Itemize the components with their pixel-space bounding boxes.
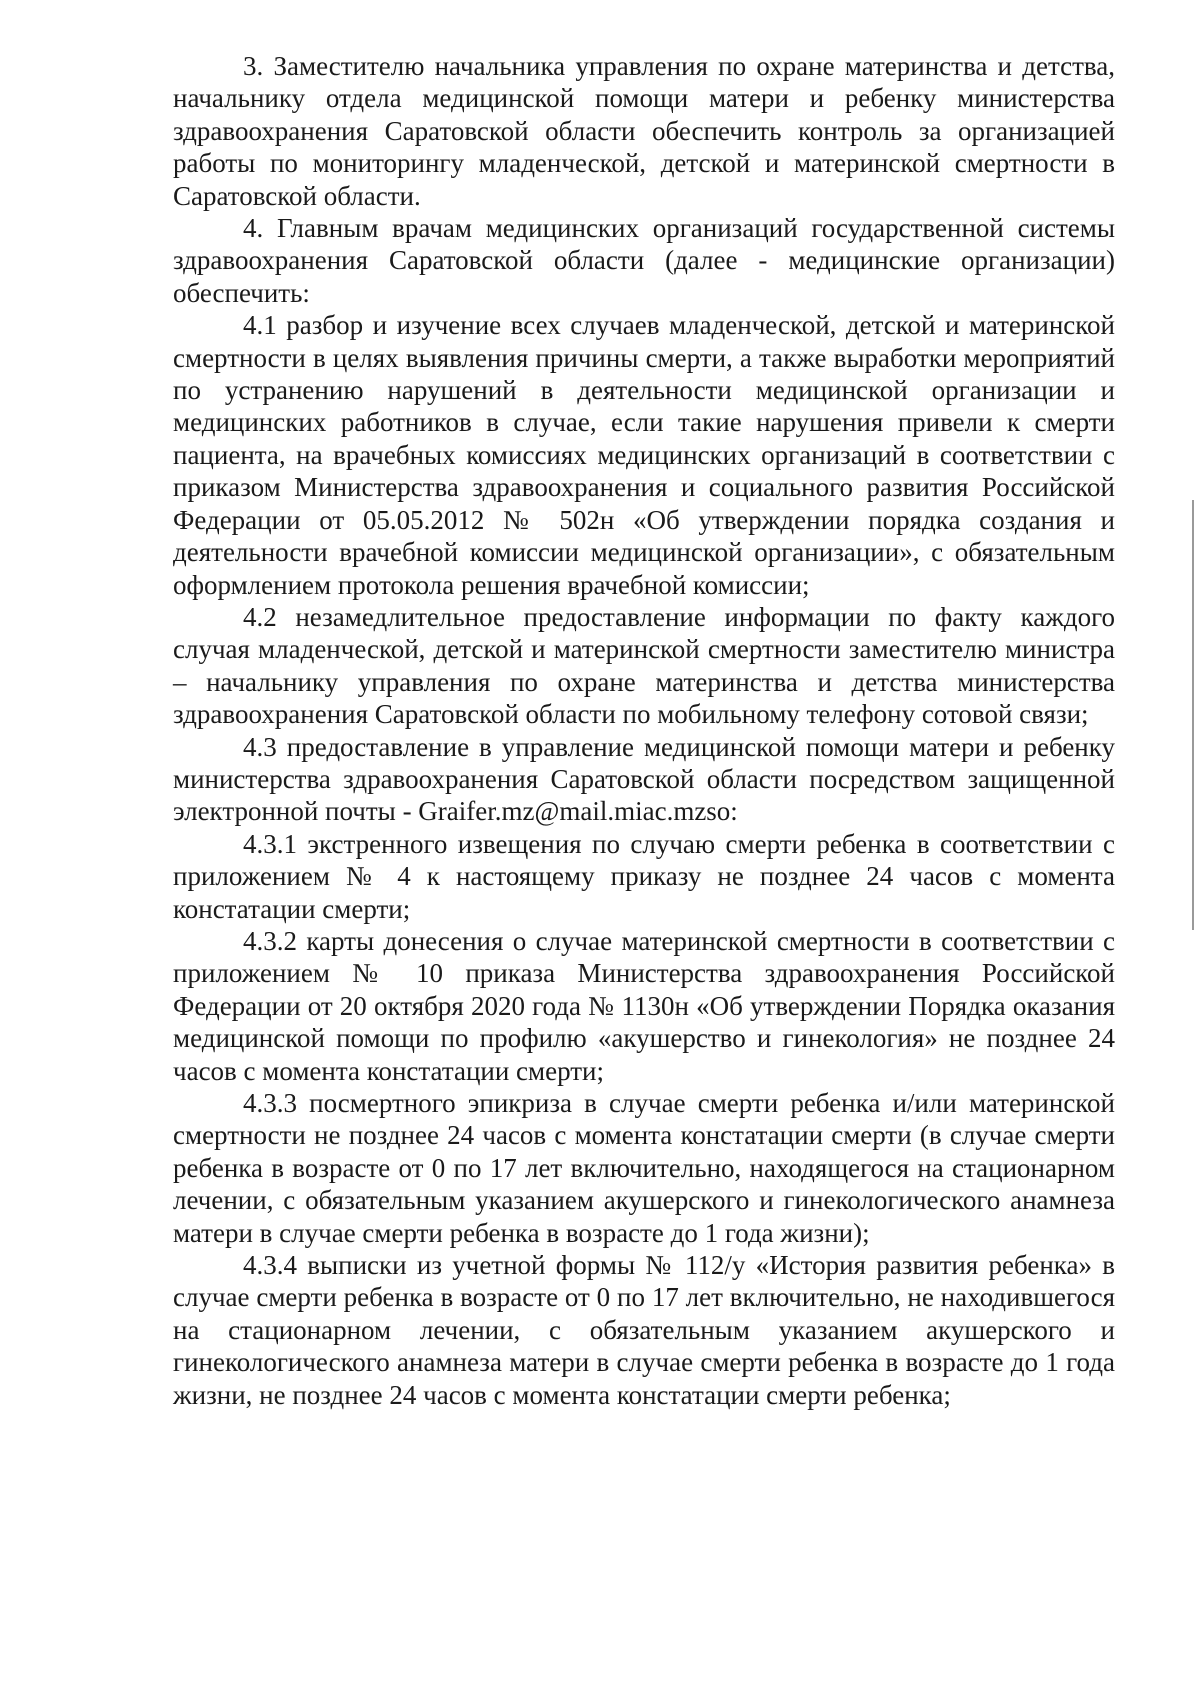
paragraph-4-3: 4.3 предоставление в управление медицинской помощи матери и ребенку министерства здравоохранения Саратовской области посредством защищенной электронной почты - Graifer.mz@mail.miac.mzso: [173, 731, 1115, 827]
paragraph-4-3-2: 4.3.2 карты донесения о случае материнской смертности в соответствии с приложением № 10 приказа Министерства здравоохранения Российской Федерации от 20 октября 2020 года № 1130н «Об утверждении Порядка оказания медицинской помощи по профилю «акушерство и гинекология» не позднее 24 часов с момента констатации смерти; [173, 925, 1115, 1086]
paragraph-3: 3. Заместителю начальника управления по охране материнства и детства, начальнику отдела медицинской помощи матери и ребенку министерства здравоохранения Саратовской области обеспечить контроль за организацией работы по мониторингу младенческой, детской и материнской смертности в Саратовской области. [173, 51, 1115, 211]
scan-edge-line [1192, 500, 1194, 930]
paragraph-4-2: 4.2 незамедлительное предоставление информации по факту каждого случая младенческой, детской и материнской смертности заместителю министра – начальнику управления по охране материнства и детства министерства здравоохранения Саратовской области по мобильному телефону сотовой связи; [173, 601, 1115, 730]
document-body [173, 50, 1115, 1411]
paragraph-4-3-3: 4.3.3 посмертного эпикриза в случае смерти ребенка и/или материнской смертности не позднее 24 часов с момента констатации смерти (в случае смерти ребенка в возрасте от 0 по 17 лет включительно, находящегося на стационарном лечении, с обязательным указанием акушерского и гинекологического анамнеза матери в случае смерти ребенка в возрасте до 1 года жизни); [173, 1088, 1115, 1248]
paragraph-4: 4. Главным врачам медицинских организаций государственной системы здравоохранения Саратовской области (далее - медицинские организации) обеспечить: [173, 213, 1115, 308]
paragraph-4-3-1: 4.3.1 экстренного извещения по случаю смерти ребенка в соответствии с приложением № 4 к настоящему приказу не позднее 24 часов с момента констатации смерти; [173, 828, 1115, 924]
paragraph-4-1: 4.1 разбор и изучение всех случаев младенческой, детской и материнской смертности в целях выявления причины смерти, а также выработки мероприятий по устранению нарушений в деятельности медицинской организации и медицинских работников в случае, если такие нарушения привели к смерти пациента, на врачебных комиссиях медицинских организаций в соответствии с приказом Министерства здравоохранения и социального развития Российской Федерации от 05.05.2012 № 502н «Об утверждении порядка создания и деятельности врачебной комиссии медицинской организации», с обязательным оформлением протокола решения врачебной комиссии; [173, 310, 1115, 600]
paragraph-4-3-4: 4.3.4 выписки из учетной формы № 112/у «История развития ребенка» в случае смерти ребенка в возрасте от 0 по 17 лет включительно, не находившегося на стационарном лечении, с обязательным указанием акушерского и гинекологического анамнеза матери в случае смерти ребенка в возрасте до 1 года жизни, не позднее 24 часов с момента констатации смерти ребенка; [173, 1250, 1115, 1410]
